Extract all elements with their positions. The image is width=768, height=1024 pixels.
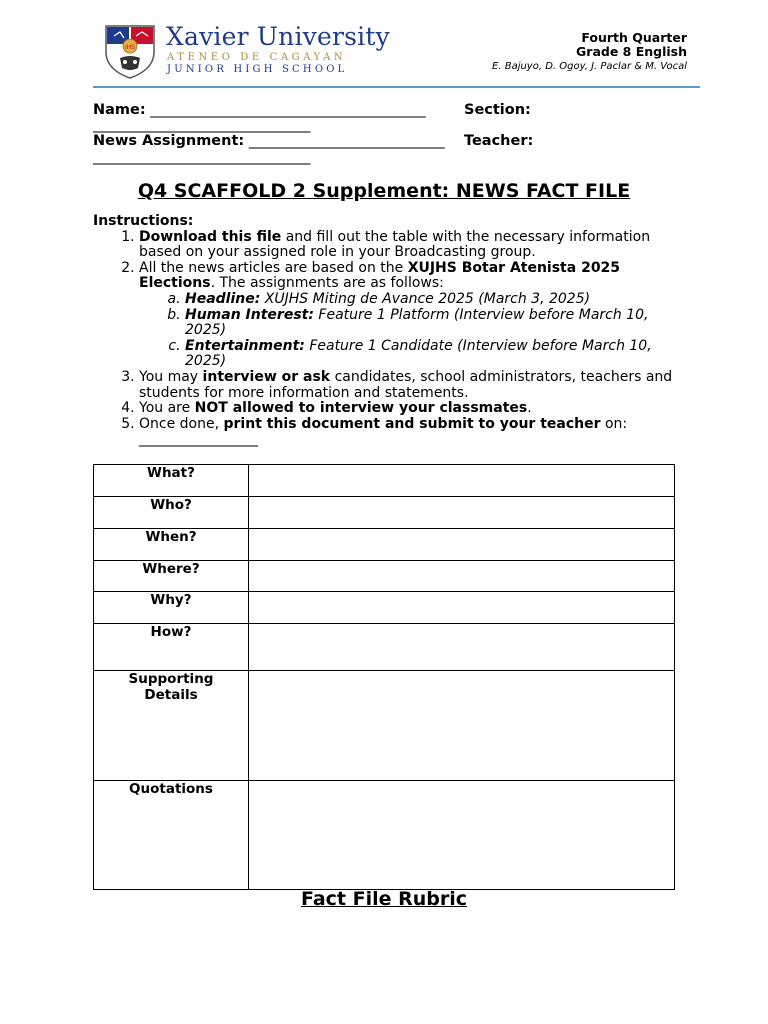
subject-label: Grade 8 English [576,44,687,59]
instruction-text: on: [600,415,628,432]
instruction-text: All the news articles are based on the [139,259,408,276]
quarter-label: Fourth Quarter [581,30,687,45]
assignment-detail: Feature 1 Platform (Interview before March 10, 2025) [185,306,649,339]
table-row [94,497,675,529]
row-label: Where? [94,561,249,592]
name-blank[interactable]: ______________________________________ [150,102,426,118]
due-date-blank[interactable]: _________________ [139,431,258,448]
section-blank[interactable]: ______________________________ [93,117,311,133]
table-row [94,561,675,592]
instruction-bold: Download this file [139,228,282,245]
section-field [464,102,531,118]
instruction-text: . The assignments are as follows: [210,275,444,292]
row-label: When? [94,529,249,561]
instructions-list [93,230,673,448]
assignment-item [185,339,673,370]
instructions [93,214,673,448]
assignment-list [139,292,673,370]
assignment-type: Entertainment: [185,337,305,354]
instruction-text: candidates, school administrators, teachers and students for more information and statements. [139,368,673,401]
news-assignment-label: News Assignment: [93,133,245,149]
assignment-item [185,292,673,308]
row-label: Who? [94,497,249,529]
answer-cell[interactable] [249,465,675,497]
university-name: Xavier University [166,22,390,51]
teacher-label: Teacher: [464,133,534,149]
table-row [94,592,675,624]
fact-file-table [93,464,675,890]
header-info [492,30,687,75]
row-label: Why? [94,592,249,624]
instruction-bold: print this document and submit to your teacher [223,415,601,432]
header-divider [93,86,700,88]
instruction-text: and fill out the table with the necessary information based on your assigned role in your Broadcasting group. [139,228,651,261]
instruction-bold: interview or ask [202,368,331,385]
instruction-item [139,230,673,261]
teacher-field [464,133,533,149]
row-label: Supporting Details [94,671,249,781]
authors-label: E. Bajuyo, D. Ogoy, J. Paclar & M. Vocal [492,61,687,72]
instruction-text: . [527,400,532,417]
name-label: Name: [93,102,146,118]
name-field [93,102,426,118]
instruction-text: You may [139,368,203,385]
answer-cell[interactable] [249,671,675,781]
news-assignment-field [93,133,445,149]
teacher-blank[interactable]: ______________________________ [93,149,311,165]
table-row [94,465,675,497]
answer-cell[interactable] [249,561,675,592]
answer-cell[interactable] [249,624,675,671]
instruction-text: Once done, [139,415,224,432]
assignment-item [185,308,673,339]
instruction-item [139,261,673,370]
answer-cell[interactable] [249,497,675,529]
section-label: Section: [464,102,531,118]
school-subtitle: JUNIOR HIGH SCHOOL [167,64,348,75]
table-row [94,781,675,890]
table-row [94,671,675,781]
university-crest-icon [104,24,156,80]
instruction-item [139,401,673,417]
instruction-bold: NOT allowed to interview your classmates [194,400,528,417]
answer-cell[interactable] [249,781,675,890]
assignment-detail: Feature 1 Candidate (Interview before March 10, 2025) [185,337,652,370]
table-row [94,624,675,671]
answer-cell[interactable] [249,592,675,624]
row-label: How? [94,624,249,671]
instruction-text: You are [139,400,195,417]
instruction-bold: XUJHS Botar Atenista 2025 Elections [139,259,621,292]
university-subtitle: ATENEO DE CAGAYAN [167,52,347,63]
assignment-detail: XUJHS Miting de Avance 2025 (March 3, 2025) [260,290,591,307]
row-label: What? [94,465,249,497]
svg-text:IHS: IHS [124,44,136,51]
answer-cell[interactable] [249,529,675,561]
instruction-item [139,417,673,448]
instructions-label: Instructions: [93,213,194,229]
rubric-title: Fact File Rubric [300,888,468,910]
document-title: Q4 SCAFFOLD 2 Supplement: NEWS FACT FILE [137,180,631,202]
news-assignment-blank[interactable]: ___________________________ [248,133,445,149]
assignment-type: Headline: [185,290,261,307]
table-row [94,529,675,561]
instruction-item [139,370,673,401]
row-label: Quotations [94,781,249,890]
assignment-type: Human Interest: [185,306,314,323]
